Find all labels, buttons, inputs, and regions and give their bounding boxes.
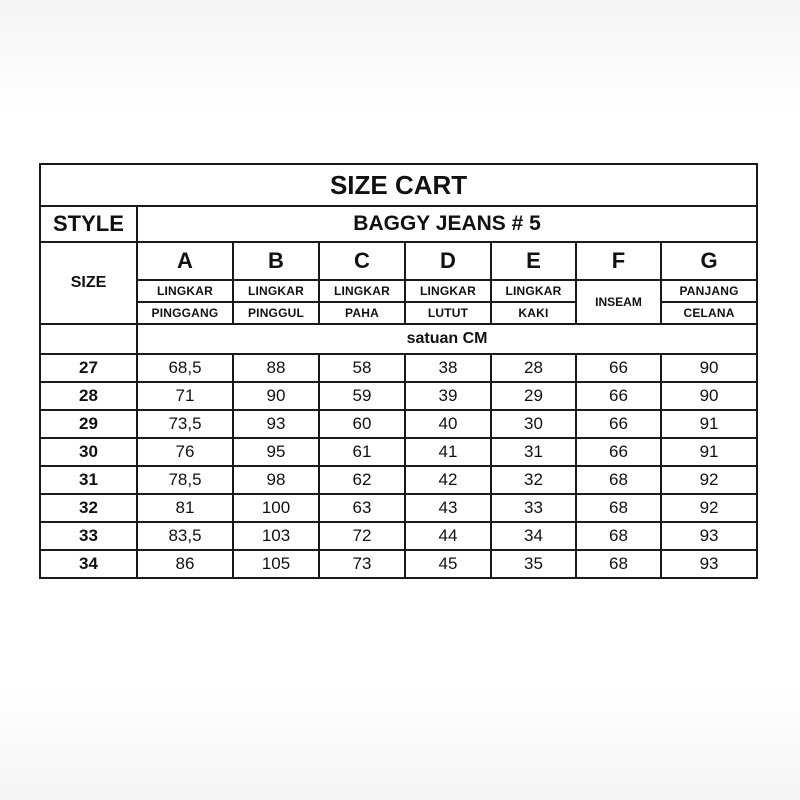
cell-a: 78,5 (137, 466, 233, 494)
cell-g: 90 (661, 354, 757, 382)
cell-c: 60 (319, 410, 405, 438)
cell-a: 76 (137, 438, 233, 466)
size-rows (40, 354, 757, 578)
cell-d: 42 (405, 466, 491, 494)
table-row (40, 494, 757, 522)
cell-f: 68 (576, 522, 661, 550)
cell-g: 92 (661, 466, 757, 494)
cell-f: 66 (576, 438, 661, 466)
column-desc-f: INSEAM (576, 280, 661, 324)
column-desc-b-line2: PINGGUL (233, 302, 319, 324)
cell-g: 91 (661, 438, 757, 466)
row-size-label: 32 (40, 494, 137, 522)
column-desc-d-line2: LUTUT (405, 302, 491, 324)
row-size-label: 33 (40, 522, 137, 550)
cell-c: 61 (319, 438, 405, 466)
cell-d: 39 (405, 382, 491, 410)
cell-d: 40 (405, 410, 491, 438)
column-letter-f: F (576, 242, 661, 280)
cell-d: 41 (405, 438, 491, 466)
table-row (40, 438, 757, 466)
column-letter-b: B (233, 242, 319, 280)
column-desc-a-line2: PINGGANG (137, 302, 233, 324)
column-letter-e: E (491, 242, 576, 280)
table-row (40, 382, 757, 410)
cell-c: 62 (319, 466, 405, 494)
column-desc-c-line1: LINGKAR (319, 280, 405, 302)
cell-e: 31 (491, 438, 576, 466)
cell-f: 66 (576, 354, 661, 382)
cell-b: 90 (233, 382, 319, 410)
table-row (40, 410, 757, 438)
cell-b: 103 (233, 522, 319, 550)
cell-e: 28 (491, 354, 576, 382)
column-letter-g: G (661, 242, 757, 280)
cell-b: 98 (233, 466, 319, 494)
cell-b: 88 (233, 354, 319, 382)
cell-c: 59 (319, 382, 405, 410)
column-desc-d-line1: LINGKAR (405, 280, 491, 302)
style-name: BAGGY JEANS # 5 (137, 206, 757, 242)
column-desc-c-line2: PAHA (319, 302, 405, 324)
cell-c: 63 (319, 494, 405, 522)
cell-d: 44 (405, 522, 491, 550)
cell-b: 95 (233, 438, 319, 466)
column-letter-d: D (405, 242, 491, 280)
column-letter-c: C (319, 242, 405, 280)
row-size-label: 30 (40, 438, 137, 466)
table-row (40, 354, 757, 382)
cell-e: 34 (491, 522, 576, 550)
column-desc-g-line2: CELANA (661, 302, 757, 324)
cell-a: 83,5 (137, 522, 233, 550)
cell-g: 93 (661, 522, 757, 550)
cell-c: 58 (319, 354, 405, 382)
cell-d: 43 (405, 494, 491, 522)
cell-c: 73 (319, 550, 405, 578)
column-letter-a: A (137, 242, 233, 280)
size-label: SIZE (40, 242, 137, 324)
cell-a: 81 (137, 494, 233, 522)
cell-e: 29 (491, 382, 576, 410)
unit-note: satuan CM (137, 324, 757, 354)
row-size-label: 27 (40, 354, 137, 382)
cell-a: 71 (137, 382, 233, 410)
cell-g: 93 (661, 550, 757, 578)
column-desc-a-line1: LINGKAR (137, 280, 233, 302)
cell-f: 68 (576, 494, 661, 522)
row-size-label: 31 (40, 466, 137, 494)
cell-a: 73,5 (137, 410, 233, 438)
cell-f: 66 (576, 382, 661, 410)
cell-b: 105 (233, 550, 319, 578)
cell-e: 33 (491, 494, 576, 522)
cell-a: 68,5 (137, 354, 233, 382)
row-size-label: 29 (40, 410, 137, 438)
cell-f: 68 (576, 466, 661, 494)
cell-d: 45 (405, 550, 491, 578)
cell-b: 100 (233, 494, 319, 522)
column-desc-e-line2: KAKI (491, 302, 576, 324)
cell-e: 30 (491, 410, 576, 438)
style-label: STYLE (40, 206, 137, 242)
cell-f: 68 (576, 550, 661, 578)
row-size-label: 28 (40, 382, 137, 410)
cell-c: 72 (319, 522, 405, 550)
column-desc-b-line1: LINGKAR (233, 280, 319, 302)
cell-e: 32 (491, 466, 576, 494)
cell-a: 86 (137, 550, 233, 578)
size-chart-table (39, 163, 758, 579)
cell-g: 92 (661, 494, 757, 522)
cell-b: 93 (233, 410, 319, 438)
cell-g: 91 (661, 410, 757, 438)
table-row (40, 522, 757, 550)
cell-e: 35 (491, 550, 576, 578)
cell-d: 38 (405, 354, 491, 382)
column-desc-g-line1: PANJANG (661, 280, 757, 302)
row-size-label: 34 (40, 550, 137, 578)
chart-title: SIZE CART (40, 164, 757, 206)
cell-g: 90 (661, 382, 757, 410)
column-desc-e-line1: LINGKAR (491, 280, 576, 302)
cell-f: 66 (576, 410, 661, 438)
table-row (40, 550, 757, 578)
table-row (40, 466, 757, 494)
unit-row-blank (40, 324, 137, 354)
